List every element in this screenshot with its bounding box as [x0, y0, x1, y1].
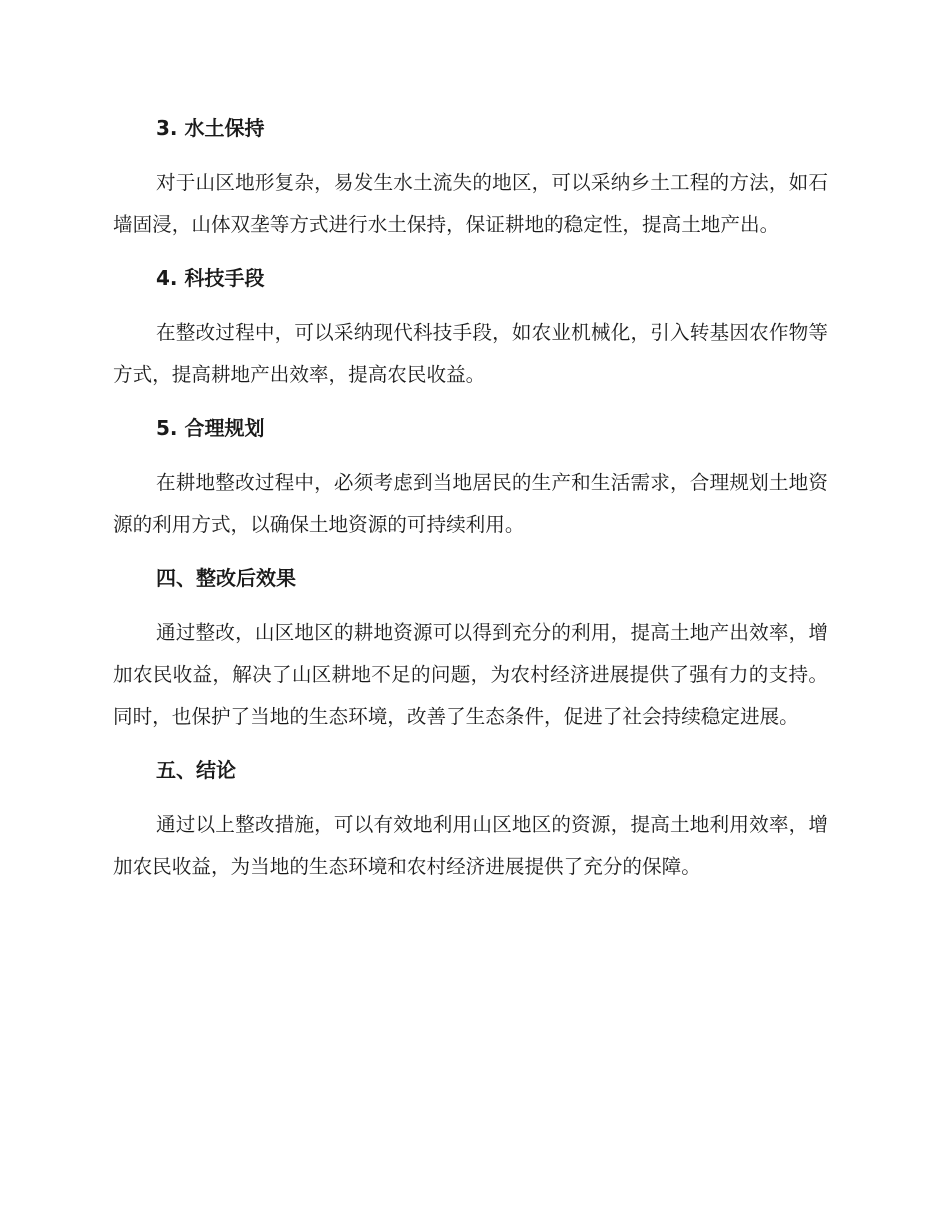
section-heading: 四、整改后效果: [156, 566, 296, 590]
section-heading: 3. 水土保持: [156, 116, 265, 140]
section-water-soil-conservation: [113, 108, 828, 258]
section-rational-planning: [113, 408, 828, 558]
section-conclusion: [113, 750, 828, 888]
section-paragraph: 在整改过程中，可以采纳现代科技手段，如农业机械化，引入转基因农作物等方式，提高耕地产出效率，提高农民收益。: [113, 321, 828, 386]
section-technology-means: [113, 258, 828, 408]
section-paragraph: 通过以上整改措施，可以有效地利用山区地区的资源，提高土地利用效率，增加农民收益，为当地的生态环境和农村经济进展提供了充分的保障。: [113, 813, 828, 878]
section-paragraph: 在耕地整改过程中，必须考虑到当地居民的生产和生活需求，合理规划土地资源的利用方式，以确保土地资源的可持续利用。: [113, 471, 828, 536]
section-heading: 5. 合理规划: [156, 416, 265, 440]
section-paragraph: 对于山区地形复杂，易发生水土流失的地区，可以采纳乡土工程的方法，如石墙固浸，山体双垄等方式进行水土保持，保证耕地的稳定性，提高土地产出。: [113, 171, 828, 236]
section-heading: 五、结论: [156, 758, 236, 782]
section-heading: 4. 科技手段: [156, 266, 265, 290]
section-paragraph: 通过整改，山区地区的耕地资源可以得到充分的利用，提高土地产出效率，增加农民收益，解决了山区耕地不足的问题，为农村经济进展提供了强有力的支持。同时，也保护了当地的生态环境，改善了生态条件，促进了社会持续稳定进展。: [113, 621, 828, 728]
section-post-rectification-effect: [113, 558, 828, 750]
